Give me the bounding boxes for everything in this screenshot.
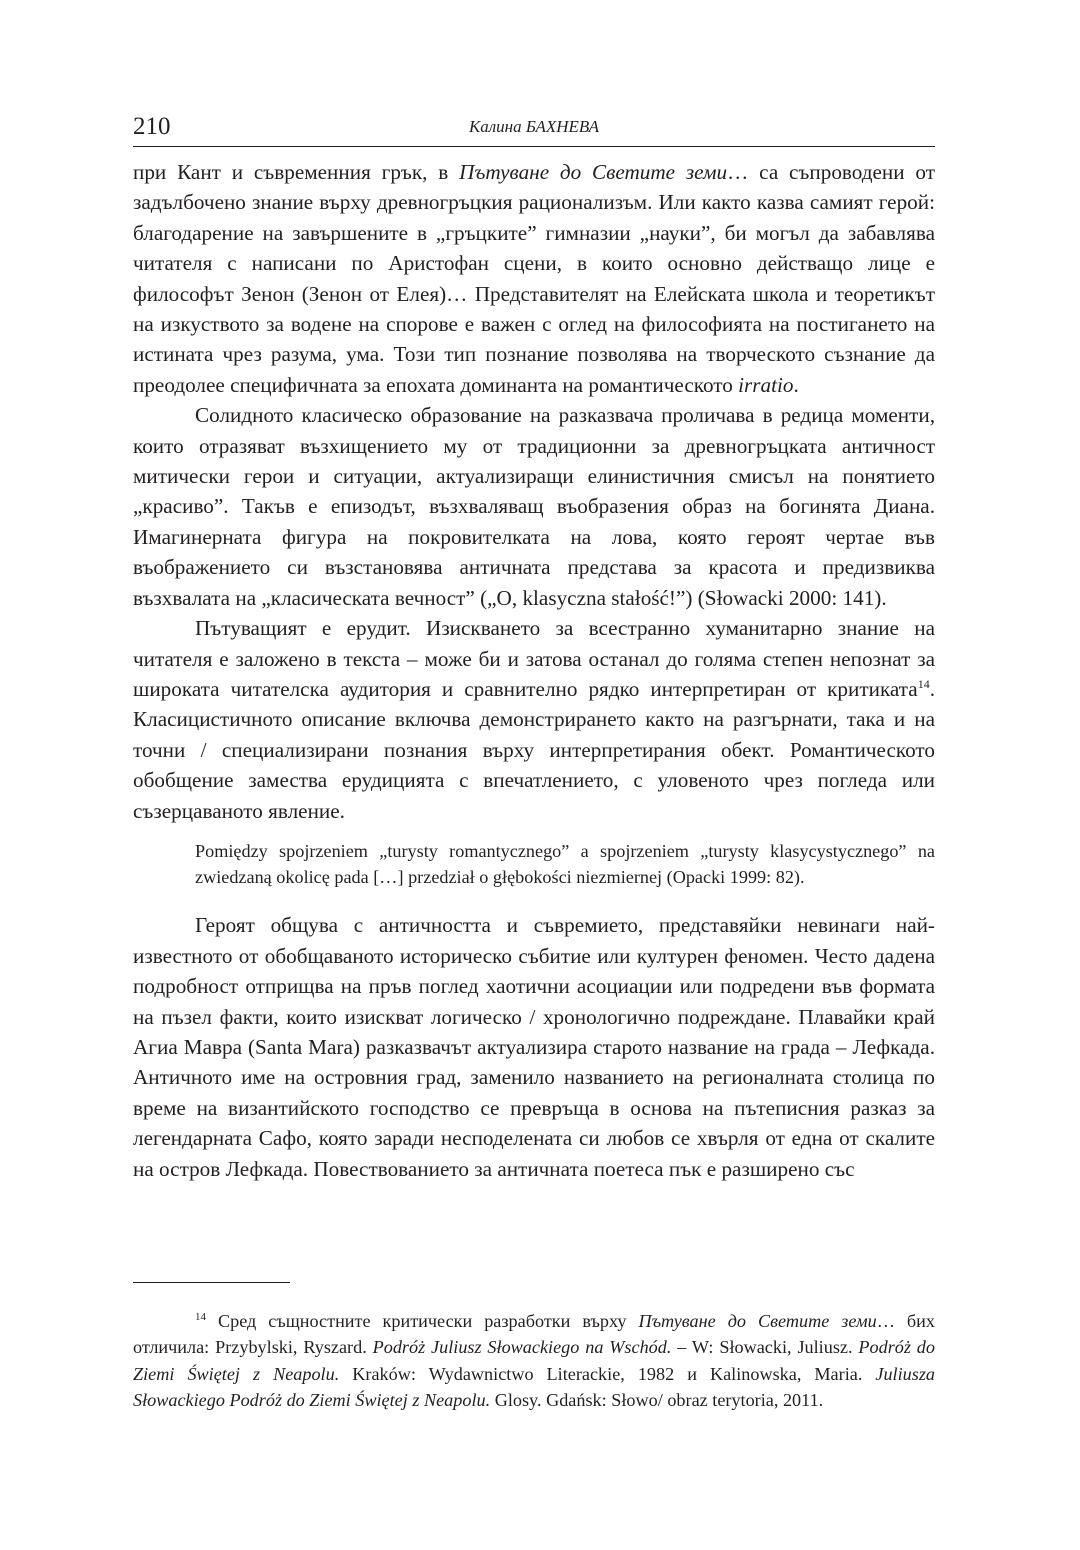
main-text <box>133 157 935 1184</box>
footnote-text-a: Сред същностните критически разработки върху <box>206 1311 639 1332</box>
irratio-italic: irratio <box>738 372 794 397</box>
footnote-text-i: Glosy. Gdańsk: Słowo/ obraz terytoria, 2011. <box>490 1389 824 1410</box>
paragraph-3 <box>133 613 935 826</box>
paragraph-1 <box>133 157 935 400</box>
paragraph-2: Солидното класическо образование на разказвача проличава в редица моменти, които отразяват възхищението му от традиционни за древногръцката античност митически герои и ситуации, актуализиращи елинистичния смисъл на понятието „красиво”. Такъв е епизодът, възхваляващ въобразения образ на богинята Диана. Имагинерната фигура на покровителката на лова, която героят чертае във въображението си възстановява античната представа за красота и предизвиква възхвалата на „класическата вечност” („O, klasyczna stałość!”) (Słowacki 2000: 141). <box>133 403 935 610</box>
footnote-number: 14 <box>195 1311 206 1324</box>
paragraph-3-text-a: Пътуващият е ерудит. Изискването за всестранно хуманитарно знание на читателя е заложено в текста – може би и затова останал до голяма степен непознат за широката читателска аудитория и сравнително рядко интерпретиран от критиката <box>133 616 935 701</box>
footnote-text-c: … бих отличила: Przybylski, Ryszard. <box>133 1311 935 1358</box>
footnote-italic-d: Podróż Juliusz Słowackiego na Wschód. <box>372 1337 672 1358</box>
paragraph-1-text-e: . <box>793 372 799 397</box>
page-number: 210 <box>133 113 171 140</box>
footnote-italic-h: Juliusza Słowackiego Podróż do Ziemi Świętej z Neapolu. <box>133 1363 935 1410</box>
book-title-italic: Пътуване до Светите земи <box>459 160 728 184</box>
block-quote: Pomiędzy spojrzeniem „turysty romantycznego” a spojrzeniem „turysty klasycystycznego” na zwiedzaną okolicę pada […] przedział o głębokości niezmiernej (Opacki 1999: 82). <box>195 840 935 888</box>
running-head: Калина БАХНЕВА <box>468 117 599 136</box>
footnote-reference[interactable]: 14 <box>917 676 930 691</box>
footnote-text-g: Kraków: Wydawnictwo Literackie, 1982 и Kalinowska, Maria. <box>339 1363 876 1384</box>
paragraph-1-text-c: … са съпроводени от задълбочено знание върху древногръцкия рационализъм. Или както казва самият герой: благодарение на завършените в „гръцките” гимназии „науки”, би могъл да забавлява читателя с написани по Аристофан сцени, в които основно действащо лице е философът Зенон (Зенон от Елея)… Представителят на Елейската школа и теоретикът на изкуството за водене на спорове е важен с оглед на философията на постигането на истината чрез разума, ума. Този тип познание позволява на творческото съзнание да преодолее специфичната за епохата доминанта на романтическото <box>133 160 935 397</box>
footnote-divider <box>133 1282 290 1283</box>
footnote-text-e: – W: Słowacki, Juliusz. <box>671 1337 859 1358</box>
footnote-italic-f: Podróż do Ziemi Świętej z Neapolu. <box>133 1337 935 1384</box>
footnote-italic-b: Пътуване до Светите земи <box>638 1311 877 1332</box>
paragraph-3-text-b: . Класицистичното описание включва демонстрирането както на разгърнати, така и на точни / специализирани познания върху интерпретирания обект. Романтическото обобщение замества ерудицията с впечатлението, с уловеното чрез погледа или съзерцаваното явление. <box>133 676 935 823</box>
paragraph-1-text-a: при Кант и съвременния грък, в <box>133 160 460 184</box>
paragraph-4: Героят общува с античността и съвремието, представяйки невинаги най-известното от обобщаваното историческо събитие или културен феномен. Често дадена подробност отприщва на пръв поглед хаотични асоциации или подредени във формата на пъзел факти, които изискват логическо / хронологично подреждане. Плавайки край Агиа Мавра (Santa Mara) разказвачът актуализира старото название на града – Лефкада. Античното име на островния град, заменило названието на регионалната столица по време на византийското господство се превръща в основа на пътеписния разказ за легендарната Сафо, която заради несподелената си любов се хвърля от една от скалите на остров Лефкада. Повествованието за античната поетеса пък е разширено със <box>133 913 935 1181</box>
footnote-14 <box>133 1308 935 1413</box>
page-header <box>133 112 935 147</box>
